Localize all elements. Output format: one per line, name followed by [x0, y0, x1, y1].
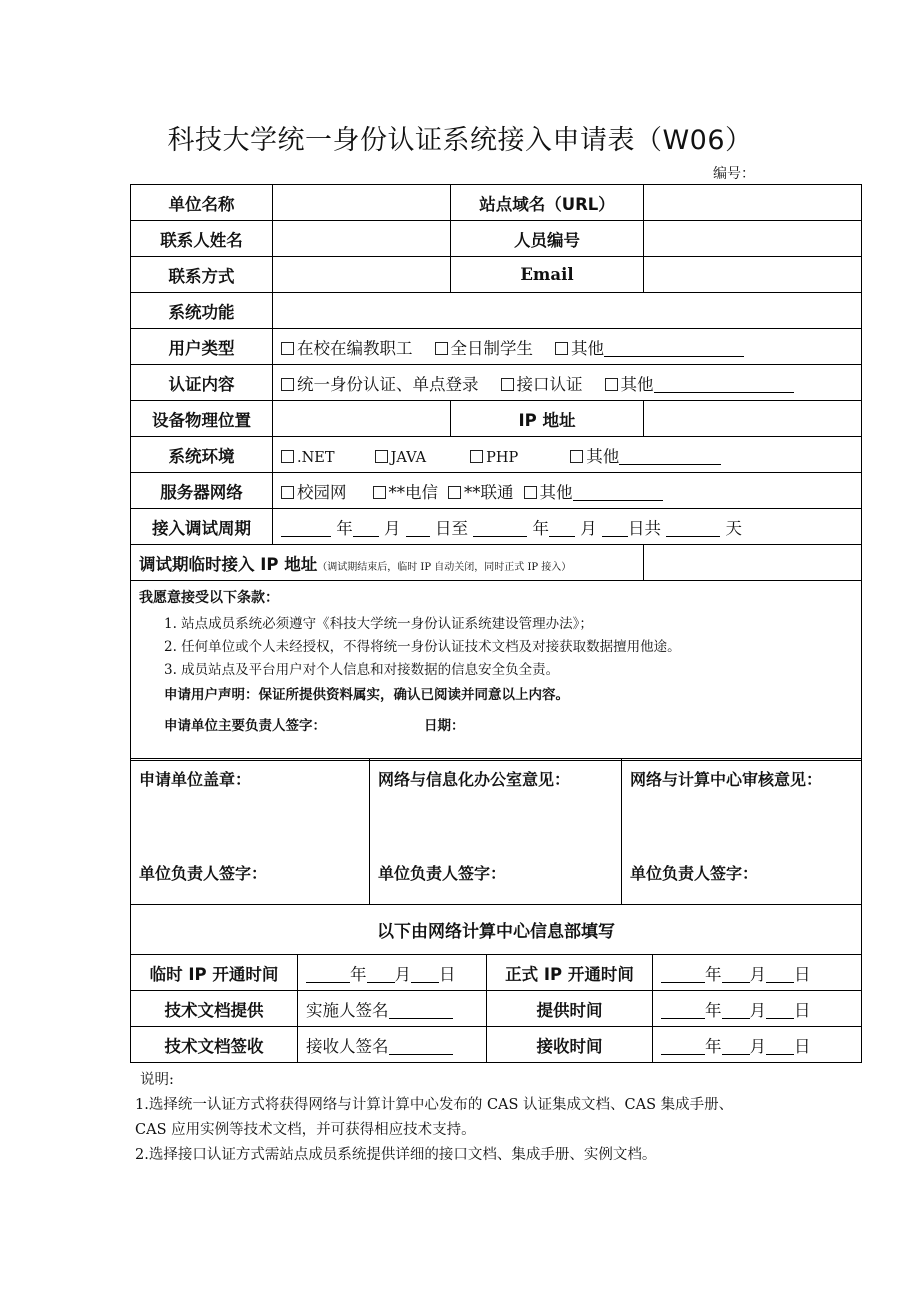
formal-ip-month-blank[interactable]	[722, 966, 750, 983]
office-opinion-cell[interactable]	[370, 759, 622, 905]
implementer-sign-field	[298, 991, 487, 1027]
receive-year-blank[interactable]	[661, 1038, 705, 1055]
checkbox-php[interactable]	[470, 450, 483, 463]
provide-day-blank[interactable]	[766, 1002, 794, 1019]
field-temp-ip[interactable]	[644, 545, 862, 581]
temp-ip-day-blank[interactable]	[411, 966, 439, 983]
terms-heading: 我愿意接受以下条款：	[139, 590, 279, 606]
year-text: 年	[336, 518, 353, 538]
field-ip-address[interactable]	[644, 401, 862, 437]
notes-line-3: 2.选择接口认证方式需站点成员系统提供详细的接口文档、集成手册、实例文档。	[135, 1147, 657, 1163]
day-total-text: 日共	[628, 518, 661, 538]
center-section-heading: 以下由网络计算中心信息部填写	[131, 905, 862, 955]
end-year-blank[interactable]	[473, 520, 527, 537]
field-device-location[interactable]	[273, 401, 451, 437]
year-text: 年	[705, 1000, 722, 1020]
label-user-type: 用户类型	[131, 329, 273, 365]
checkbox-unicom[interactable]	[448, 486, 461, 499]
office-opinion-label: 网络与信息化办公室意见：	[378, 770, 571, 789]
checkbox-net-other[interactable]	[524, 486, 537, 499]
temp-ip-year-blank[interactable]	[306, 966, 350, 983]
option-telecom: **电信	[388, 482, 438, 502]
option-php: PHP	[486, 449, 519, 466]
label-debug-period: 接入调试周期	[131, 509, 273, 545]
checkbox-user-other[interactable]	[555, 342, 568, 355]
label-unit-name: 单位名称	[131, 185, 273, 221]
year-text: 年	[532, 518, 549, 538]
year-text: 年	[350, 964, 367, 984]
field-site-domain[interactable]	[644, 185, 862, 221]
center-opinion-label: 网络与计算中心审核意见：	[630, 770, 823, 789]
temp-ip-label: 调试期临时接入 IP 地址	[139, 554, 318, 574]
checkbox-auth-other[interactable]	[605, 378, 618, 391]
receiver-sign-label: 接收人签名	[306, 1036, 389, 1056]
option-dotnet: .NET	[297, 449, 335, 466]
field-contact-method[interactable]	[273, 257, 451, 293]
notes-heading: 说明:	[140, 1072, 174, 1088]
end-month-blank[interactable]	[549, 520, 575, 537]
checkbox-staff[interactable]	[281, 342, 294, 355]
day-text: 日	[794, 1000, 811, 1020]
formal-ip-day-blank[interactable]	[766, 966, 794, 983]
temp-ip-date	[298, 955, 487, 991]
approval-table	[130, 758, 862, 955]
label-contact-method: 联系方式	[131, 257, 273, 293]
label-doc-receive: 技术文档签收	[131, 1027, 298, 1063]
auth-content-options	[273, 365, 862, 401]
start-day-blank[interactable]	[406, 520, 430, 537]
label-email: Email	[451, 257, 644, 293]
term-item-3: 3. 成员站点及平台用户对个人信息和对接数据的信息安全负全责。	[164, 662, 560, 678]
receive-date	[653, 1027, 862, 1063]
option-user-other: 其他	[571, 338, 604, 358]
auth-other-blank[interactable]	[654, 376, 794, 393]
option-java: JAVA	[390, 449, 427, 466]
option-net-other: 其他	[539, 482, 573, 502]
option-student: 全日制学生	[450, 338, 533, 358]
label-staff-id: 人员编号	[451, 221, 644, 257]
stamp-sign-label: 单位负责人签字：	[139, 864, 268, 883]
leader-sign-line	[139, 708, 853, 744]
label-ip-address: IP 地址	[451, 401, 644, 437]
field-system-function[interactable]	[273, 293, 862, 329]
label-server-network: 服务器网络	[131, 473, 273, 509]
notes-line-2: CAS 应用实例等技术文档，并可获得相应技术支持。	[135, 1122, 476, 1138]
formal-ip-date	[653, 955, 862, 991]
month-text: 月	[580, 518, 597, 538]
user-type-options	[273, 329, 862, 365]
center-sign-label: 单位负责人签字：	[630, 864, 759, 883]
server-network-options	[273, 473, 862, 509]
month-text: 月	[384, 518, 401, 538]
label-contact-name: 联系人姓名	[131, 221, 273, 257]
month-text: 月	[394, 964, 411, 984]
notes-line-1: 1.选择统一认证方式将获得网络与计算计算中心发布的 CAS 认证集成文档、CAS 集成手册、	[135, 1097, 734, 1113]
receiver-sign-field	[298, 1027, 487, 1063]
net-other-blank[interactable]	[573, 484, 663, 501]
checkbox-student[interactable]	[435, 342, 448, 355]
number-label: 编号：	[713, 166, 755, 182]
implementer-sign-label: 实施人签名	[306, 1000, 389, 1020]
declaration: 申请用户声明：保证所提供资料属实，确认已阅读并同意以上内容。	[164, 687, 569, 703]
day-to-text: 日至	[435, 518, 468, 538]
label-receive-time: 接收时间	[487, 1027, 653, 1063]
field-contact-name[interactable]	[273, 221, 451, 257]
field-email[interactable]	[644, 257, 862, 293]
temp-ip-note: （调试期结束后，临时 IP 自动关闭，同时正式 IP 接入）	[317, 561, 572, 573]
implementer-sign-blank[interactable]	[389, 1002, 453, 1019]
center-opinion-cell[interactable]	[622, 759, 862, 905]
label-system-function: 系统功能	[131, 293, 273, 329]
receiver-sign-blank[interactable]	[389, 1038, 453, 1055]
start-year-blank[interactable]	[281, 520, 331, 537]
formal-ip-year-blank[interactable]	[661, 966, 705, 983]
day-text: 日	[794, 964, 811, 984]
checkbox-env-other[interactable]	[570, 450, 583, 463]
receive-day-blank[interactable]	[766, 1038, 794, 1055]
label-doc-provide: 技术文档提供	[131, 991, 298, 1027]
month-text: 月	[749, 1036, 766, 1056]
day-text: 日	[794, 1036, 811, 1056]
label-formal-ip-time: 正式 IP 开通时间	[487, 955, 653, 991]
option-env-other: 其他	[586, 446, 620, 466]
term-item-2: 2. 任何单位或个人未经授权，不得将统一身份认证技术文档及对接获取数据擅用他途。	[164, 639, 681, 655]
option-interface-auth: 接口认证	[516, 374, 583, 394]
debug-period-fields	[273, 509, 862, 545]
option-campus-net: 校园网	[297, 482, 347, 502]
field-staff-id[interactable]	[644, 221, 862, 257]
checkbox-interface-auth[interactable]	[501, 378, 514, 391]
checkbox-java[interactable]	[375, 450, 388, 463]
temp-ip-month-blank[interactable]	[367, 966, 395, 983]
start-month-blank[interactable]	[353, 520, 379, 537]
stamp-label: 申请单位盖章：	[139, 770, 252, 789]
term-item-1: 1. 站点成员系统必须遵守《科技大学统一身份认证系统建设管理办法》；	[164, 616, 593, 632]
total-days-blank[interactable]	[666, 520, 720, 537]
label-provide-time: 提供时间	[487, 991, 653, 1027]
days-text: 天	[725, 518, 742, 538]
option-unicom: **联通	[464, 482, 514, 502]
label-temp-ip-time: 临时 IP 开通时间	[131, 955, 298, 991]
checkbox-telecom[interactable]	[373, 486, 386, 499]
option-sso: 统一身份认证、单点登录	[297, 374, 479, 394]
terms-section	[131, 581, 862, 761]
label-system-env: 系统环境	[131, 437, 273, 473]
checkbox-campus-net[interactable]	[281, 486, 294, 499]
option-staff: 在校在编教职工	[297, 338, 413, 358]
year-text: 年	[705, 1036, 722, 1056]
month-text: 月	[749, 964, 766, 984]
field-unit-name[interactable]	[273, 185, 451, 221]
label-temp-ip	[131, 545, 644, 581]
end-day-blank[interactable]	[602, 520, 628, 537]
system-env-options	[273, 437, 862, 473]
label-device-location: 设备物理位置	[131, 401, 273, 437]
form-title: 科技大学统一身份认证系统接入申请表（W06）	[167, 125, 753, 156]
provide-date	[653, 991, 862, 1027]
env-other-blank[interactable]	[619, 448, 721, 465]
provide-year-blank[interactable]	[661, 1002, 705, 1019]
day-text: 日	[439, 964, 456, 984]
month-text: 月	[749, 1000, 766, 1020]
receive-month-blank[interactable]	[722, 1038, 750, 1055]
info-table	[130, 184, 862, 761]
user-other-blank[interactable]	[604, 340, 744, 357]
checkbox-dotnet[interactable]	[281, 450, 294, 463]
leader-sign-label: 申请单位主要负责人签字：	[164, 718, 326, 734]
label-auth-content: 认证内容	[131, 365, 273, 401]
provide-month-blank[interactable]	[722, 1002, 750, 1019]
option-auth-other: 其他	[620, 374, 654, 394]
stamp-cell[interactable]	[131, 759, 370, 905]
center-table	[130, 954, 862, 1063]
label-site-domain: 站点域名（URL）	[451, 185, 644, 221]
checkbox-sso[interactable]	[281, 378, 294, 391]
office-sign-label: 单位负责人签字：	[378, 864, 507, 883]
date-label: 日期：	[424, 718, 465, 734]
notes-section	[135, 1068, 734, 1168]
year-text: 年	[705, 964, 722, 984]
